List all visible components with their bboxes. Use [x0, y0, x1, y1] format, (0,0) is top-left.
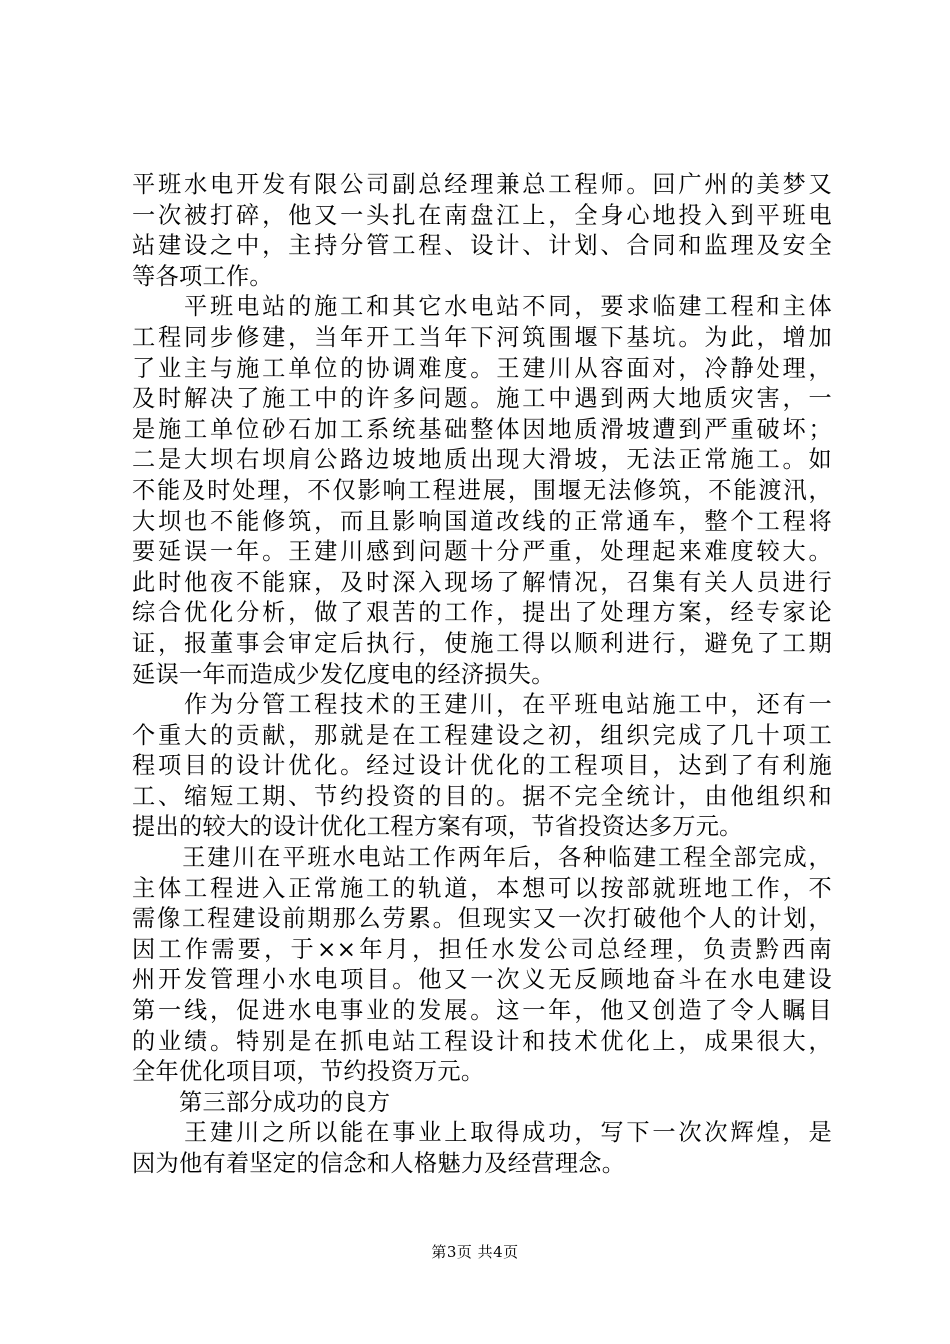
- text-line: 需像工程建设前期那么劳累。但现实又一次打破他个人的计划，: [132, 905, 832, 933]
- text-line: 平班电站的施工和其它水电站不同，要求临建工程和主体: [132, 293, 832, 321]
- text-line: 全年优化项目项，节约投资万元。: [132, 1058, 485, 1086]
- text-line: 工、缩短工期、节约投资的目的。据不完全统计，由他组织和: [132, 782, 832, 810]
- text-line: 一次被打碎，他又一头扎在南盘江上，全身心地投入到平班电: [132, 201, 832, 229]
- text-line: 作为分管工程技术的王建川，在平班电站施工中，还有一: [132, 691, 832, 719]
- page-number-footer: 第3页 共4页: [431, 1243, 519, 1261]
- text-line: 二是大坝右坝肩公路边坡地质出现大滑坡，无法正常施工。如: [132, 446, 832, 474]
- text-line: 王建川在平班水电站工作两年后，各种临建工程全部完成，: [132, 844, 832, 872]
- text-line: 不能及时处理，不仅影响工程进展，围堰无法修筑，不能渡汛，: [132, 476, 832, 504]
- text-line: 个重大的贡献，那就是在工程建设之初，组织完成了几十项工: [132, 721, 832, 749]
- text-line: 提出的较大的设计优化工程方案有项，节省投资达多万元。: [132, 813, 743, 841]
- text-line: 第一线，促进水电事业的发展。这一年，他又创造了令人瞩目: [132, 997, 832, 1025]
- text-line: 大坝也不能修筑，而且影响国道改线的正常通车，整个工程将: [132, 507, 832, 535]
- text-line: 平班水电开发有限公司副总经理兼总工程师。回广州的美梦又: [132, 171, 832, 198]
- text-line: 及时解决了施工中的许多问题。施工中遇到两大地质灾害，一: [132, 385, 832, 413]
- text-line: 等各项工作。: [132, 262, 273, 290]
- text-line: 因为他有着坚定的信念和人格魅力及经营理念。: [132, 1150, 626, 1177]
- text-line: 站建设之中，主持分管工程、设计、计划、合同和监理及安全: [132, 232, 832, 260]
- text-line: 主体工程进入正常施工的轨道，本想可以按部就班地工作，不: [132, 874, 832, 902]
- text-line: 的业绩。特别是在抓电站工程设计和技术优化上，成果很大，: [132, 1027, 832, 1055]
- text-line: 因工作需要，于××年月，担任水发公司总经理，负责黔西南: [132, 935, 832, 963]
- text-line: 了业主与施工单位的协调难度。王建川从容面对，冷静处理，: [132, 354, 832, 382]
- text-line: 延误一年而造成少发亿度电的经济损失。: [132, 660, 555, 688]
- text-line: 州开发管理小水电项目。他又一次义无反顾地奋斗在水电建设: [132, 966, 832, 994]
- text-line: 王建川之所以能在事业上取得成功，写下一次次辉煌，是: [132, 1119, 832, 1147]
- text-line: 工程同步修建，当年开工当年下河筑围堰下基坑。为此，增加: [132, 323, 832, 351]
- text-line: 要延误一年。王建川感到问题十分严重，处理起来难度较大。: [132, 538, 832, 566]
- body-text: [132, 170, 832, 1180]
- text-line: 证，报董事会审定后执行，使施工得以顺利进行，避免了工期: [132, 629, 832, 657]
- text-line: 是施工单位砂石加工系统基础整体因地质滑坡遭到严重破坏；: [132, 415, 832, 443]
- text-line: 此时他夜不能寐，及时深入现场了解情况，召集有关人员进行: [132, 568, 832, 596]
- section-heading: 第三部分成功的良方: [132, 1088, 391, 1116]
- text-line: 综合优化分析，做了艰苦的工作，提出了处理方案，经专家论: [132, 599, 832, 627]
- text-line: 程项目的设计优化。经过设计优化的工程项目，达到了有利施: [132, 752, 832, 780]
